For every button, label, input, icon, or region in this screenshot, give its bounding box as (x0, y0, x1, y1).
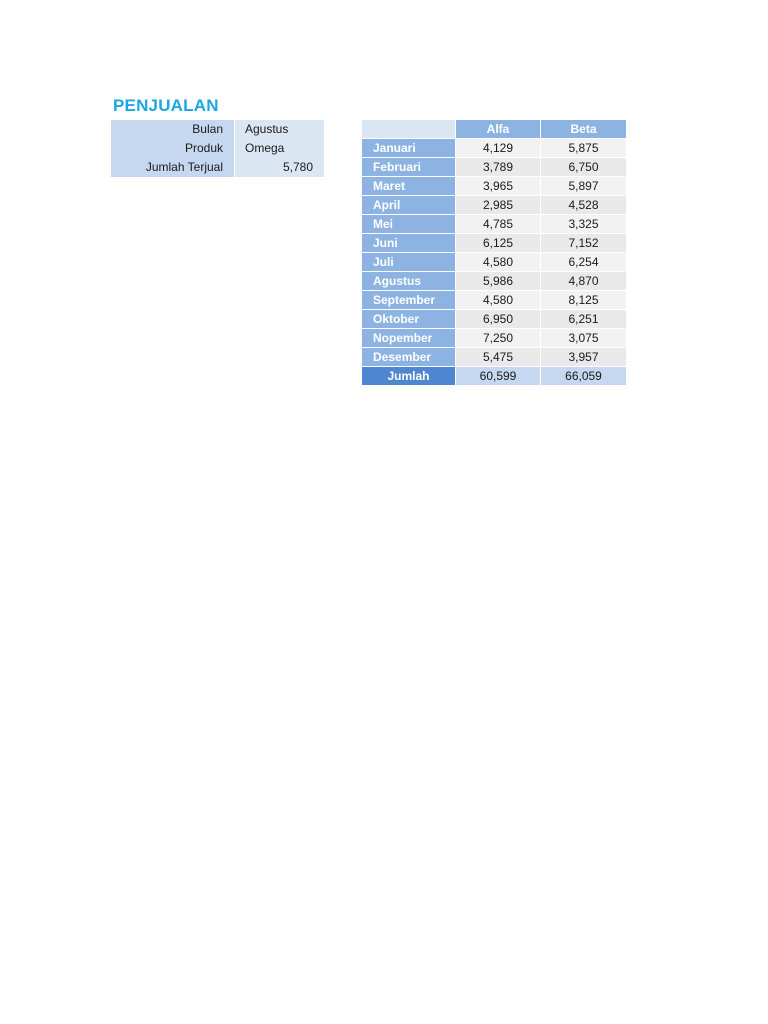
table-row (362, 177, 627, 196)
table-row (362, 310, 627, 329)
month-cell[interactable]: Agustus (362, 272, 456, 291)
alfa-cell[interactable]: 4,580 (456, 291, 541, 310)
total-alfa-cell[interactable]: 60,599 (456, 367, 541, 386)
table-row (362, 348, 627, 367)
month-cell[interactable]: Mei (362, 215, 456, 234)
header-beta[interactable]: Beta (541, 120, 627, 139)
total-beta-cell[interactable]: 66,059 (541, 367, 627, 386)
table-row (362, 329, 627, 348)
month-cell[interactable]: April (362, 196, 456, 215)
lookup-label[interactable]: Jumlah Terjual (111, 158, 234, 177)
beta-cell[interactable]: 5,897 (541, 177, 627, 196)
alfa-cell[interactable]: 4,580 (456, 253, 541, 272)
alfa-cell[interactable]: 7,250 (456, 329, 541, 348)
alfa-cell[interactable]: 6,950 (456, 310, 541, 329)
table-row (362, 272, 627, 291)
beta-cell[interactable]: 5,875 (541, 139, 627, 158)
month-cell[interactable]: September (362, 291, 456, 310)
beta-cell[interactable]: 6,254 (541, 253, 627, 272)
sales-table (361, 119, 627, 386)
month-cell[interactable]: Oktober (362, 310, 456, 329)
beta-cell[interactable]: 4,870 (541, 272, 627, 291)
beta-cell[interactable]: 3,325 (541, 215, 627, 234)
alfa-cell[interactable]: 3,789 (456, 158, 541, 177)
beta-cell[interactable]: 4,528 (541, 196, 627, 215)
month-cell[interactable]: Juni (362, 234, 456, 253)
table-row (362, 196, 627, 215)
table-row (362, 253, 627, 272)
lookup-row-bulan (111, 120, 324, 139)
alfa-cell[interactable]: 3,965 (456, 177, 541, 196)
month-cell[interactable]: Nopember (362, 329, 456, 348)
alfa-cell[interactable]: 5,475 (456, 348, 541, 367)
alfa-cell[interactable]: 6,125 (456, 234, 541, 253)
table-row (362, 234, 627, 253)
month-cell[interactable]: Desember (362, 348, 456, 367)
table-header-row (362, 120, 627, 139)
table-row (362, 215, 627, 234)
lookup-value-product[interactable]: Omega (235, 139, 324, 158)
month-cell[interactable]: Juli (362, 253, 456, 272)
alfa-cell[interactable]: 4,129 (456, 139, 541, 158)
beta-cell[interactable]: 7,152 (541, 234, 627, 253)
month-cell[interactable]: Februari (362, 158, 456, 177)
lookup-label[interactable]: Bulan (111, 120, 234, 139)
month-cell[interactable]: Januari (362, 139, 456, 158)
table-row (362, 291, 627, 310)
total-label-cell[interactable]: Jumlah (362, 367, 456, 386)
table-row (362, 158, 627, 177)
page-title: PENJUALAN (113, 96, 219, 115)
lookup-block (111, 120, 324, 177)
beta-cell[interactable]: 8,125 (541, 291, 627, 310)
alfa-cell[interactable]: 4,785 (456, 215, 541, 234)
lookup-value-month[interactable]: Agustus (235, 120, 324, 139)
alfa-cell[interactable]: 2,985 (456, 196, 541, 215)
beta-cell[interactable]: 3,075 (541, 329, 627, 348)
table-row (362, 139, 627, 158)
lookup-label[interactable]: Produk (111, 139, 234, 158)
beta-cell[interactable]: 6,251 (541, 310, 627, 329)
total-row (362, 367, 627, 386)
header-corner-cell[interactable] (362, 120, 456, 139)
header-alfa[interactable]: Alfa (456, 120, 541, 139)
lookup-row-jumlah (111, 158, 324, 177)
beta-cell[interactable]: 6,750 (541, 158, 627, 177)
lookup-row-produk (111, 139, 324, 158)
beta-cell[interactable]: 3,957 (541, 348, 627, 367)
lookup-value-quantity[interactable]: 5,780 (235, 158, 324, 177)
month-cell[interactable]: Maret (362, 177, 456, 196)
alfa-cell[interactable]: 5,986 (456, 272, 541, 291)
